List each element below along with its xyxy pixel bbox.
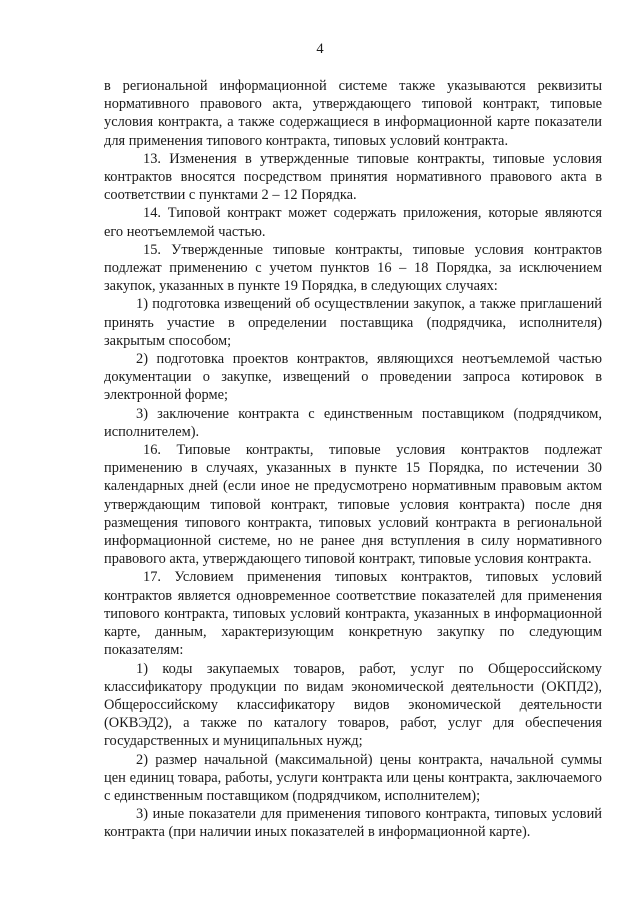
paragraph-17-item-2: 2) размер начальной (максимальной) цены контракта, начальной суммы цен единиц товара, работы, услуги контракта или цены контракта, заключаемого с единственным поставщиком (подрядчиком, исполнителем);	[104, 751, 602, 804]
paragraph-15-item-3: 3) заключение контракта с единственным поставщиком (подрядчиком, исполнителем).	[104, 405, 602, 440]
paragraph-16: 16. Типовые контракты, типовые условия контрактов подлежат применению в случаях, указанных в пункте 15 Порядка, по истечении 30 календарных дней (если иное не предусмотрено нормативным правовым актом утверждающим типовой контракт, типовые условия контракта) после дня размещения типового контракта, типовых условий контракта в региональной информационной системе, но не ранее дня вступления в силу нормативного правового акта, утверждающего типовой контракт, типовые условия контракта.	[104, 442, 602, 568]
page-number: 4	[316, 41, 324, 57]
paragraph-15: 15. Утвержденные типовые контракты, типовые условия контрактов подлежат применению с учетом пунктов 16 – 18 Порядка, за исключением закупок, указанных в пункте 19 Порядка, в следующих случаях:	[104, 241, 602, 295]
paragraph-14: 14. Типовой контракт может содержать приложения, которые являются его неотъемлемой частью.	[104, 205, 602, 240]
paragraph-17-item-3: 3) иные показатели для применения типового контракта, типовых условий контракта (при наличии иных показателей в информационной карте).	[104, 806, 602, 841]
paragraph-15-item-2: 2) подготовка проектов контрактов, являющихся неотъемлемой частью документации о закупке, извещений о проведении запроса котировок в электронной форме;	[104, 351, 602, 404]
paragraph-17: 17. Условием применения типовых контрактов, типовых условий контрактов является одновременное соответствие показателей для применения типового контракта, типовых условий контракта, указанных в информационной карте, данным, характеризующим конкретную закупку по следующим показателям:	[104, 569, 602, 659]
document-body	[104, 77, 602, 842]
paragraph-13: 13. Изменения в утвержденные типовые контракты, типовые условия контрактов вносятся посредством принятия нормативного правового акта в соответствии с пунктами 2 – 12 Порядка.	[104, 150, 602, 204]
paragraph-continuation: в региональной информационной системе также указываются реквизиты нормативного правового акта, утверждающего типовой контракт, типовые условия контракта, а также содержащиеся в информационной карте показатели для применения типового контракта, типовых условий контракта.	[104, 78, 602, 149]
paragraph-15-item-1: 1) подготовка извещений об осуществлении закупок, а также приглашений принять участие в определении поставщика (подрядчика, исполнителя) закрытым способом;	[104, 296, 602, 349]
paragraph-17-item-1: 1) коды закупаемых товаров, работ, услуг по Общероссийскому классификатору продукции по видам экономической деятельности (ОКПД2), Общероссийскому классификатору видов экономической деятельности (ОКВЭД2), а также по каталогу товаров, работ, услуг для обеспечения государственных и муниципальных нужд;	[104, 660, 602, 750]
